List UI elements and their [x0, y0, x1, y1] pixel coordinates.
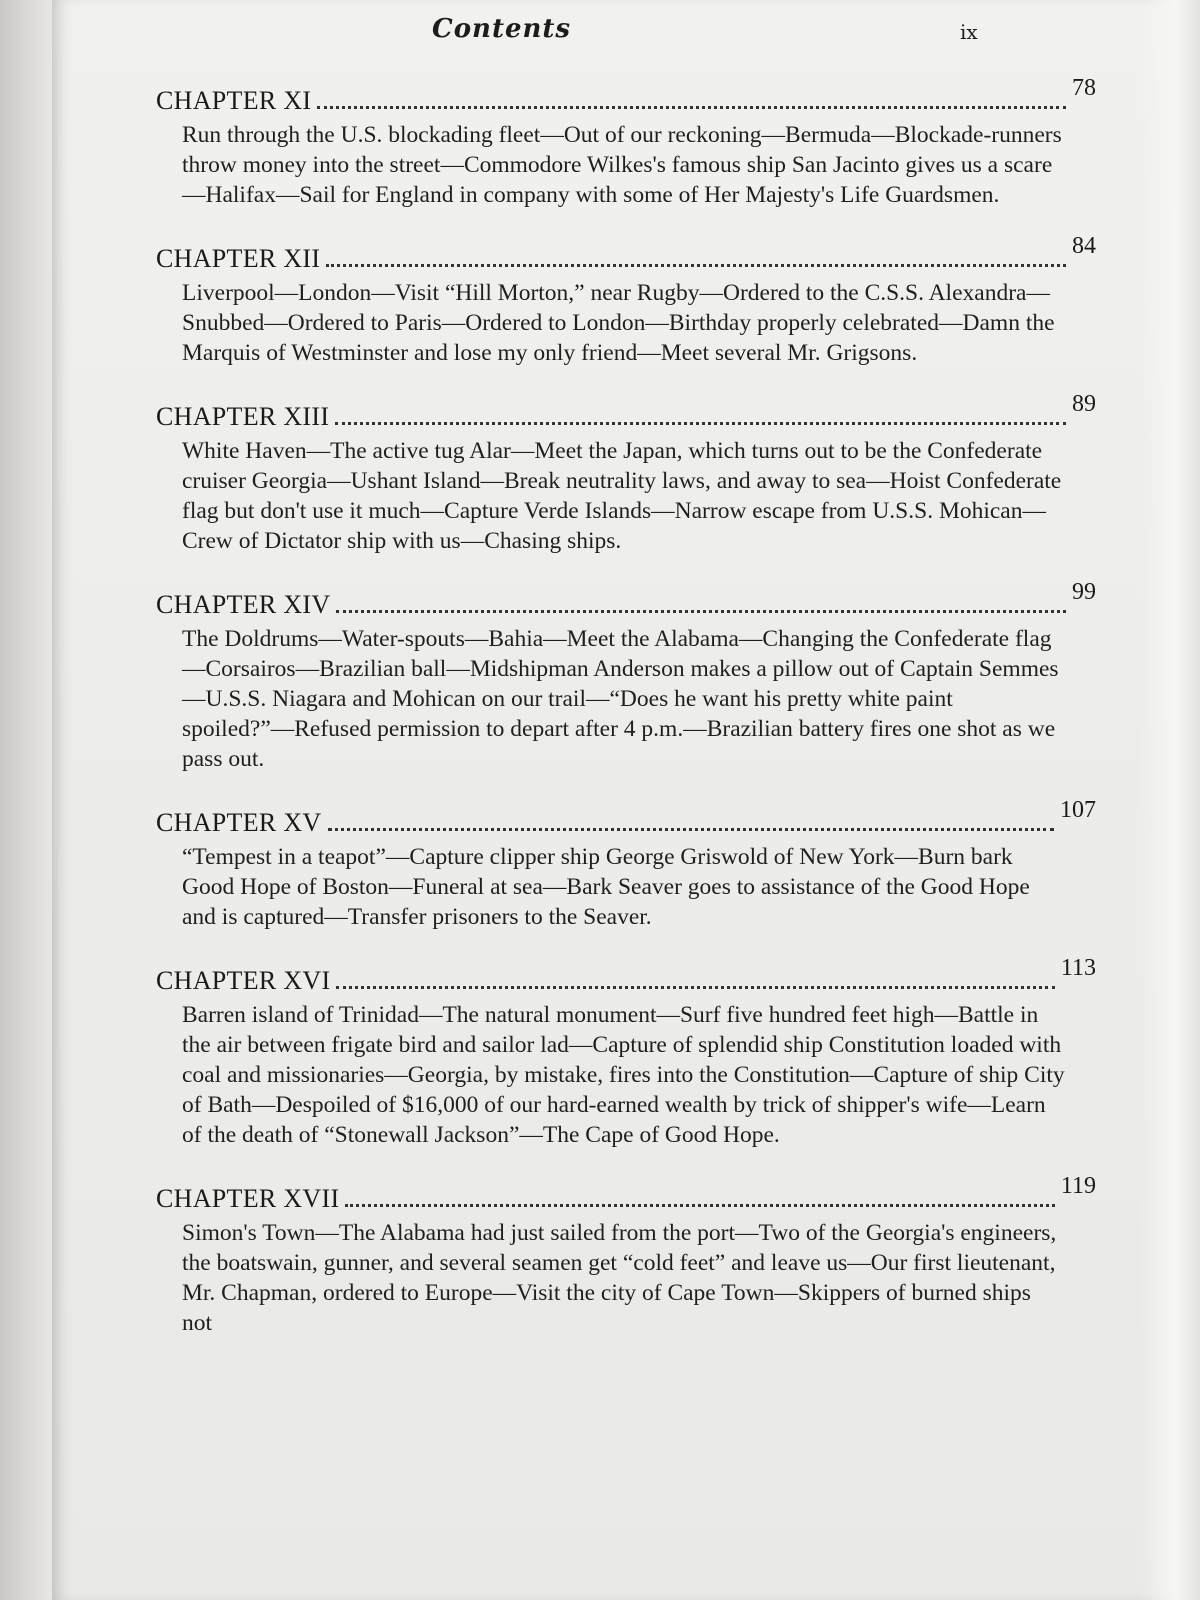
- chapter-entry: [156, 797, 1096, 932]
- chapter-description: “Tempest in a teapot”—Capture clipper ship George Griswold of New York—Burn bark Good Hope of Boston—Funeral at sea—Bark Seaver goes to assistance of the Good Hope and is captured—Transfer prisoners to the Seaver.: [182, 844, 1030, 930]
- chapter-entry: [156, 75, 1096, 210]
- page-number: ix: [960, 20, 978, 44]
- chapter-description: Barren island of Trinidad—The natural monument—Surf five hundred feet high—Battle in the air between frigate bird and sailor lad—Capture of splendid ship Constitution loaded with coal and missionaries—Georgia, by mistake, fires into the Constitution—Capture of ship City of Bath—Despoiled of $16,000 of our hard-earned wealth by trick of shipper's wife—Learn of the death of “Stonewall Jackson”—The Cape of Good Hope.: [182, 1002, 1065, 1148]
- chapter-heading: [156, 233, 1096, 274]
- chapter-page-number: 89: [1072, 391, 1096, 417]
- chapter-title: CHAPTER XV: [156, 808, 322, 837]
- dot-leader: [336, 986, 1054, 989]
- chapter-title: CHAPTER XII: [156, 244, 321, 273]
- chapter-title: CHAPTER XI: [156, 86, 312, 115]
- chapter-title: CHAPTER XVI: [156, 966, 331, 995]
- chapter-entry: [156, 955, 1096, 1150]
- page-header: [52, 14, 1200, 54]
- chapter-description: Run through the U.S. blockading fleet—Out of our reckoning—Bermuda—Blockade-runners throw money into the street—Commodore Wilkes's famous ship San Jacinto gives us a scare—Halifax—Sail for England in company with some of Her Majesty's Life Guardsmen.: [182, 122, 1062, 208]
- chapter-heading: [156, 797, 1096, 838]
- chapter-heading: [156, 1173, 1096, 1214]
- chapter-entry: [156, 233, 1096, 368]
- chapter-entry: [156, 1173, 1096, 1338]
- chapter-entry: [156, 391, 1096, 556]
- chapter-heading: [156, 75, 1096, 116]
- dot-leader: [345, 1204, 1054, 1207]
- page-edge: [1140, 0, 1200, 1600]
- dot-leader: [326, 264, 1066, 267]
- chapter-title: CHAPTER XIV: [156, 590, 331, 619]
- chapter-page-number: 84: [1072, 233, 1096, 259]
- page-title: Contents: [432, 14, 572, 44]
- chapter-heading: [156, 579, 1096, 620]
- dot-leader: [336, 610, 1066, 613]
- chapter-page-number: 78: [1072, 75, 1096, 101]
- chapter-description: Simon's Town—The Alabama had just sailed from the port—Two of the Georgia's engineers, the boatswain, gunner, and several seamen get “cold feet” and leave us—Our first lieutenant, Mr. Chapman, ordered to Europe—Visit the city of Cape Town—Skippers of burned ships not: [182, 1220, 1057, 1336]
- chapter-page-number: 119: [1060, 1173, 1096, 1199]
- chapter-page-number: 99: [1072, 579, 1096, 605]
- book-page: [52, 0, 1200, 1600]
- dot-leader: [335, 422, 1066, 425]
- book-binding: [0, 0, 52, 1600]
- chapter-title: CHAPTER XIII: [156, 402, 330, 431]
- chapter-heading: [156, 391, 1096, 432]
- chapter-description: The Doldrums—Water-spouts—Bahia—Meet the Alabama—Changing the Confederate flag—Corsairos—Brazilian ball—Midshipman Anderson makes a pillow out of Captain Semmes—U.S.S. Niagara and Mohican on our trail—“Does he want his pretty white paint spoiled?”—Refused permission to depart after 4 p.m.—Brazilian battery fires one shot as we pass out.: [182, 626, 1059, 772]
- chapter-heading: [156, 955, 1096, 996]
- chapter-title: CHAPTER XVII: [156, 1184, 340, 1213]
- chapter-page-number: 107: [1060, 797, 1096, 823]
- dot-leader: [328, 828, 1054, 831]
- chapter-entry: [156, 579, 1096, 774]
- chapter-description: White Haven—The active tug Alar—Meet the Japan, which turns out to be the Confederate cruiser Georgia—Ushant Island—Break neutrality laws, and away to sea—Hoist Confederate flag but don't use it much—Capture Verde Islands—Narrow escape from U.S.S. Mohican—Crew of Dictator ship with us—Chasing ships.: [182, 438, 1062, 554]
- chapter-page-number: 113: [1060, 955, 1096, 981]
- chapter-description: Liverpool—London—Visit “Hill Morton,” near Rugby—Ordered to the C.S.S. Alexandra—Snubbed—Ordered to Paris—Ordered to London—Birthday properly celebrated—Damn the Marquis of Westminster and lose my only friend—Meet several Mr. Grigsons.: [182, 280, 1055, 366]
- contents-list: [156, 75, 1096, 1366]
- dot-leader: [317, 106, 1066, 109]
